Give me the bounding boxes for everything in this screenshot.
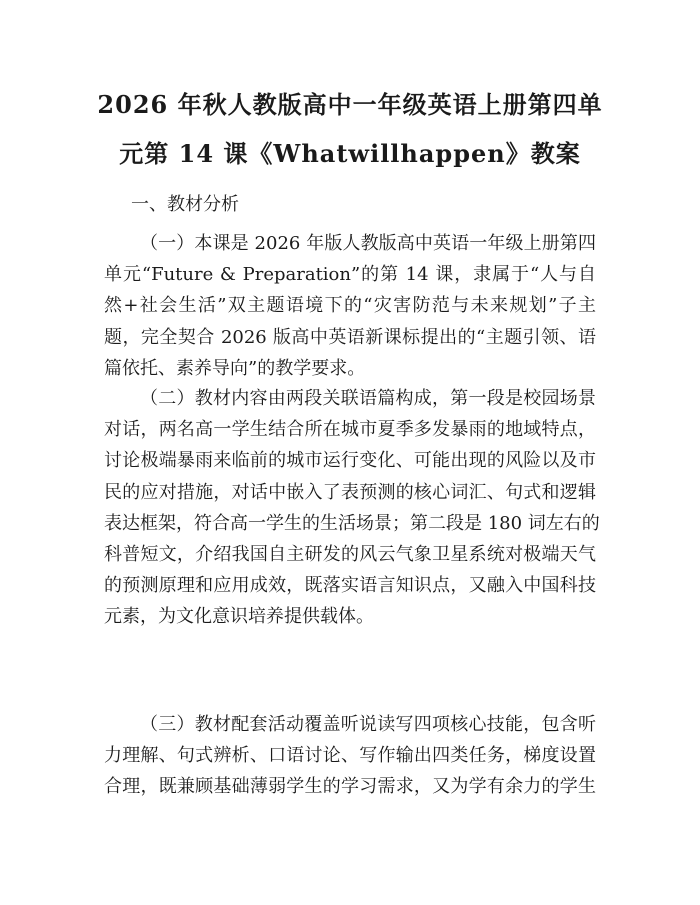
section-heading: 一、教材分析 (131, 194, 239, 215)
paragraph-line: 科普短文，介绍我国自主研发的风云气象卫星系统对极端天气 (104, 543, 596, 565)
document-title-line-2: 元第 14 课《Whatwillhappen》教案 (119, 139, 581, 168)
paragraph-line: 元素，为文化意识培养提供载体。 (104, 606, 374, 628)
paragraph-line: 的预测原理和应用成效，既落实语言知识点，又融入中国科技 (104, 575, 596, 597)
paragraph-line: 篇依托、素养导向”的教学要求。 (104, 357, 366, 379)
paragraph-line: （二）教材内容由两段关联语篇构成，第一段是校园场景 (140, 388, 596, 409)
paragraph-2 (104, 383, 600, 633)
paragraph-3 (104, 709, 596, 803)
paragraph-line: （一）本课是 2026 年版人教版高中英语一年级上册第四 (140, 233, 596, 254)
paragraph-line: 合理，既兼顾基础薄弱学生的学习需求，又为学有余力的学生 (104, 776, 596, 798)
paragraph-line: 单元“Future & Preparation”的第 14 课，隶属于“人与自 (104, 264, 596, 286)
paragraph-line: 讨论极端暴雨来临前的城市运行变化、可能出现的风险以及市 (104, 450, 596, 472)
paragraph-line: 对话，两名高一学生结合所在城市夏季多发暴雨的地域特点， (104, 419, 596, 441)
paragraph-line: （三）教材配套活动覆盖听说读写四项核心技能，包含听 (140, 714, 596, 735)
paragraph-line: 民的应对措施，对话中嵌入了表预测的核心词汇、句式和逻辑 (104, 481, 596, 503)
paragraph-1 (104, 228, 596, 384)
paragraph-line: 表达框架，符合高一学生的生活场景；第二段是 180 词左右的 (104, 512, 600, 534)
paragraph-line: 然+社会生活”双主题语境下的“灾害防范与未来规划”子主 (104, 295, 596, 317)
paragraph-line: 题，完全契合 2026 版高中英语新课标提出的“主题引领、语 (104, 326, 596, 348)
document-title-line-1: 2026 年秋人教版高中一年级英语上册第四单 (97, 90, 603, 119)
paragraph-line: 力理解、句式辨析、口语讨论、写作输出四类任务，梯度设置 (104, 745, 596, 767)
